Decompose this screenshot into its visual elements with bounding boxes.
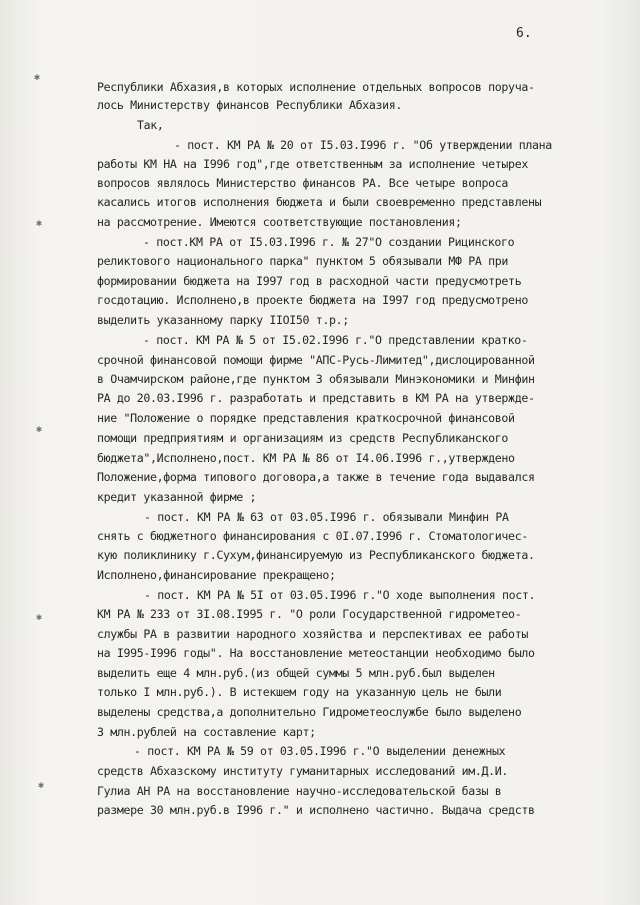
text-line: выделить еще 4 млн.руб.(из общей суммы 5 млн.руб.был выделен — [97, 666, 495, 680]
text-line: на рассмотрение. Имеются соответствующие постановления; — [97, 215, 462, 229]
text-line: - пост. КМ РА № 5 от I5.02.I996 г."О представлении кратко- — [143, 333, 528, 347]
text-line: только I млн.руб.). В истекшем году на указанную цель не были — [97, 685, 502, 699]
text-line: Гулиа АН РА на восстановление научно-исследовательской базы в — [97, 784, 502, 798]
punch-hole-mark: ✱ — [36, 218, 43, 229]
text-line: в Очамчирском районе,где пунктом 3 обязывали Минэкономики и Минфин — [97, 372, 535, 386]
text-line: службы РА в развитии народного хозяйства и перспективах ее работы — [97, 627, 528, 641]
text-line: бюджета",Исполнено,пост. КМ РА № 86 от I4.06.I996 г.,утверждено — [97, 451, 515, 465]
text-line: - пост.КМ РА от I5.03.I996 г. № 27"О создании Рицинского — [143, 235, 515, 249]
text-line: лось Министерству финансов Республики Абхазия. — [97, 98, 402, 112]
page-number: 6. — [516, 26, 532, 41]
text-line: РА до 20.03.I996 г. разработать и представить в КМ РА на утвержде- — [97, 391, 535, 405]
text-line: размере 30 млн.руб.в I996 г." и исполнено частично. Выдача средств — [97, 803, 535, 817]
text-line: выделить указанному парку IIOI50 т.р.; — [97, 313, 349, 327]
punch-hole-mark: ✱ — [36, 612, 43, 623]
text-line: снять с бюджетного финансирования с 0I.07.I996 г. Стоматологичес- — [97, 529, 528, 543]
text-line: формировании бюджета на I997 год в расходной части предусмотреть — [97, 274, 522, 288]
text-line: Так, — [137, 118, 164, 132]
text-line: кредит указанной фирме ; — [97, 490, 257, 504]
text-line: Исполнено,финансирование прекращено; — [97, 568, 336, 582]
text-line: Положение,форма типового договора,а также в течение года выдавался — [97, 470, 535, 484]
text-line: работы КМ НА на I996 год",где ответственным за исполнение четырех — [97, 157, 528, 171]
text-line: выделены средства,а дополнительно Гидрометеослужбе было выделено — [97, 705, 522, 719]
text-line: реликтового национального парка" пунктом 5 обязывали МФ РА при — [97, 254, 509, 268]
punch-hole-mark: ✱ — [34, 72, 41, 83]
text-line: КМ РА № 233 от 3I.08.I995 г. "О роли Государственной гидрометео- — [97, 607, 522, 621]
text-line: Республики Абхазия,в которых исполнение отдельных вопросов поруча- — [97, 80, 535, 94]
punch-hole-mark: ✱ — [36, 424, 43, 435]
text-line: - пост. КМ РА № 63 от 03.05.I996 г. обязывали Минфин РА — [144, 510, 509, 524]
text-line: ние "Положение о порядке представления краткосрочной финансовой — [97, 411, 515, 425]
text-line: - пост. КМ РА № 59 от 03.05.I996 г."О выделении денежных — [134, 744, 506, 758]
text-line: - пост. КМ РА № 5I от 03.05.I996 г."О ходе выполнения пост. — [144, 588, 536, 602]
text-line: помощи предприятиям и организациям из средств Республиканского — [97, 431, 509, 445]
text-line: 3 млн.рублей на составление карт; — [97, 725, 316, 739]
text-line: срочной финансовой помощи фирме "АПС-Русь-Лимитед",дислоцированной — [97, 353, 535, 367]
text-line: средств Абхазскому институту гуманитарных исследований им.Д.И. — [97, 764, 509, 778]
text-line: касались итогов исполнения бюджета и были своевременно представлены — [97, 195, 542, 209]
text-line: на I995-I996 годы". На восстановление метеостанции необходимо было — [97, 646, 535, 660]
text-line: госдотацию. Исполнено,в проекте бюджета на I997 год предусмотрено — [97, 293, 528, 307]
punch-hole-mark: ✱ — [38, 780, 45, 791]
text-line: кую поликлинику г.Сухум,финансируемую из Республиканского бюджета. — [97, 548, 535, 562]
text-line: вопросов являлось Министерство финансов РА. Все четыре вопроса — [97, 176, 509, 190]
text-line: - пост. КМ РА № 20 от I5.03.I996 г. "Об утверждении плана — [174, 138, 552, 152]
